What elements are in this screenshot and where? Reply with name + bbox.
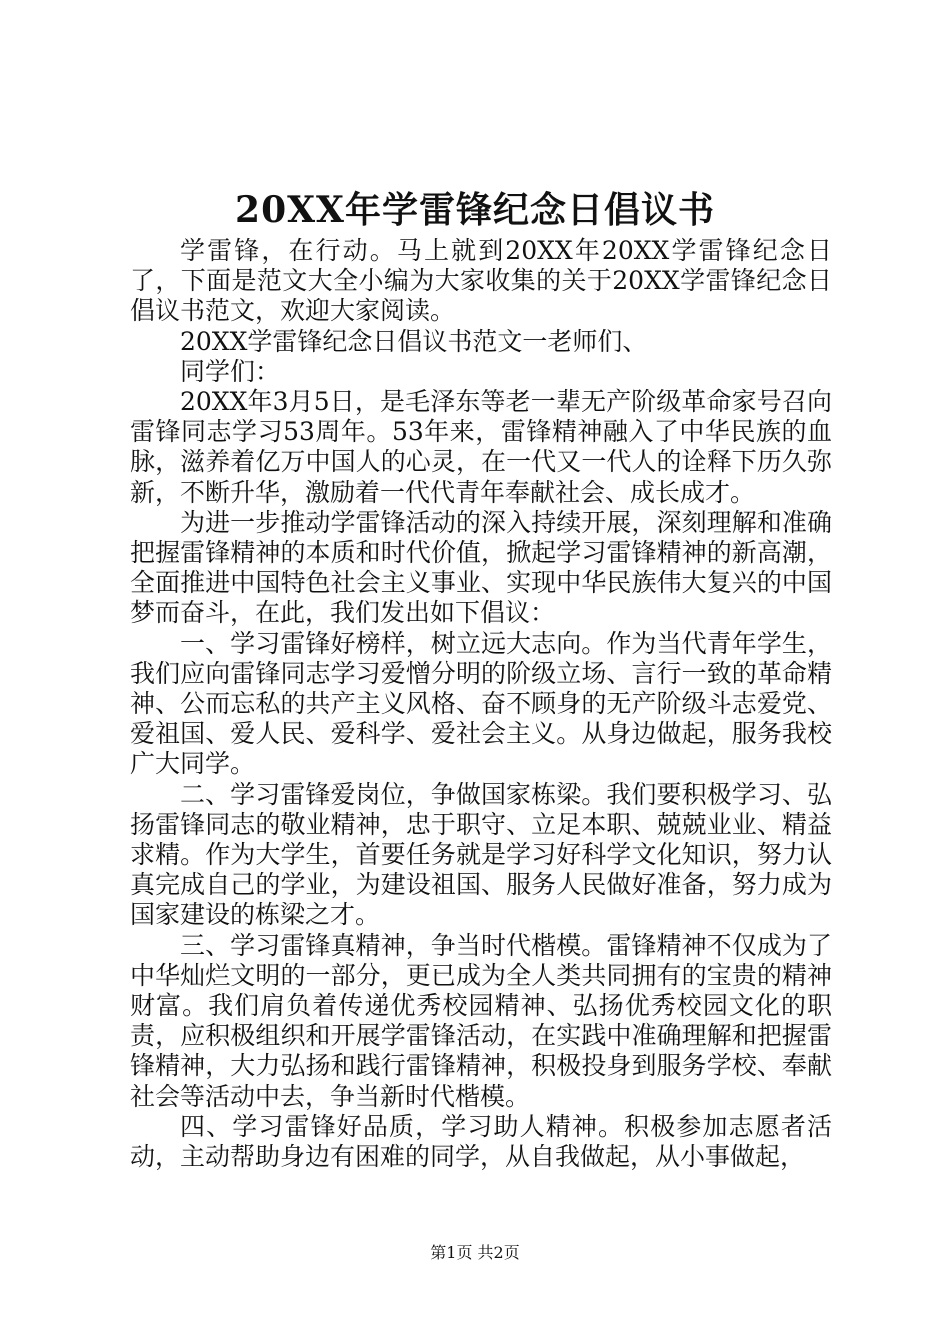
subheading-paragraph: 20XX学雷锋纪念日倡议书范文一老师们、 bbox=[180, 326, 648, 356]
proposal-paragraph-3: 三、学习雷锋真精神，争当时代楷模。雷锋精神不仅成为了中华灿烂文明的一部分，更已成为全人类共同拥有的宝贵的精神财富。我们肩负着传递优秀校园精神、弘扬优秀校园文化的职责，应积极组织和开展学雷锋活动，在实践中准确理解和把握雷锋精神，大力弘扬和践行雷锋精神，积极投身到服务学校、奉献社会等活动中去，争当新时代楷模。 bbox=[130, 930, 832, 1111]
body-paragraph: 为进一步推动学雷锋活动的深入持续开展，深刻理解和准确把握雷锋精神的本质和时代价值，掀起学习雷锋精神的新高潮，全面推进中国特色社会主义事业、实现中华民族伟大复兴的中国梦而奋斗，在此，我们发出如下倡议： bbox=[130, 507, 832, 628]
salutation-paragraph: 同学们： bbox=[180, 356, 281, 386]
proposal-paragraph-2: 二、学习雷锋爱岗位，争做国家栋梁。我们要积极学习、弘扬雷锋同志的敬业精神，忠于职守、立足本职、兢兢业业、精益求精。作为大学生，首要任务就是学习好科学文化知识，努力认真完成自己的学业，为建设祖国、服务人民做好准备，努力成为国家建设的栋梁之才。 bbox=[130, 779, 832, 930]
document-title: 20XX年学雷锋纪念日倡议书 bbox=[235, 189, 715, 231]
intro-paragraph: 学雷锋，在行动。马上就到20XX年20XX学雷锋纪念日了，下面是范文大全小编为大家收集的关于20XX学雷锋纪念日倡议书范文，欢迎大家阅读。 bbox=[130, 236, 832, 326]
document-body bbox=[130, 236, 832, 1172]
page-number-footer: 第1页 共2页 bbox=[430, 1243, 520, 1262]
proposal-paragraph-1: 一、学习雷锋好榜样，树立远大志向。作为当代青年学生，我们应向雷锋同志学习爱憎分明的阶级立场、言行一致的革命精神、公而忘私的共产主义风格、奋不顾身的无产阶级斗志爱党、爱祖国、爱人民、爱科学、爱社会主义。从身边做起，服务我校广大同学。 bbox=[130, 628, 832, 779]
proposal-paragraph-4: 四、学习雷锋好品质，学习助人精神。积极参加志愿者活动，主动帮助身边有困难的同学，从自我做起，从小事做起， bbox=[130, 1111, 832, 1172]
body-paragraph: 20XX年3月5日，是毛泽东等老一辈无产阶级革命家号召向雷锋同志学习53周年。53年来，雷锋精神融入了中华民族的血脉，滋养着亿万中国人的心灵，在一代又一代人的诠释下历久弥新，不断升华，激励着一代代青年奉献社会、成长成才。 bbox=[130, 387, 832, 507]
